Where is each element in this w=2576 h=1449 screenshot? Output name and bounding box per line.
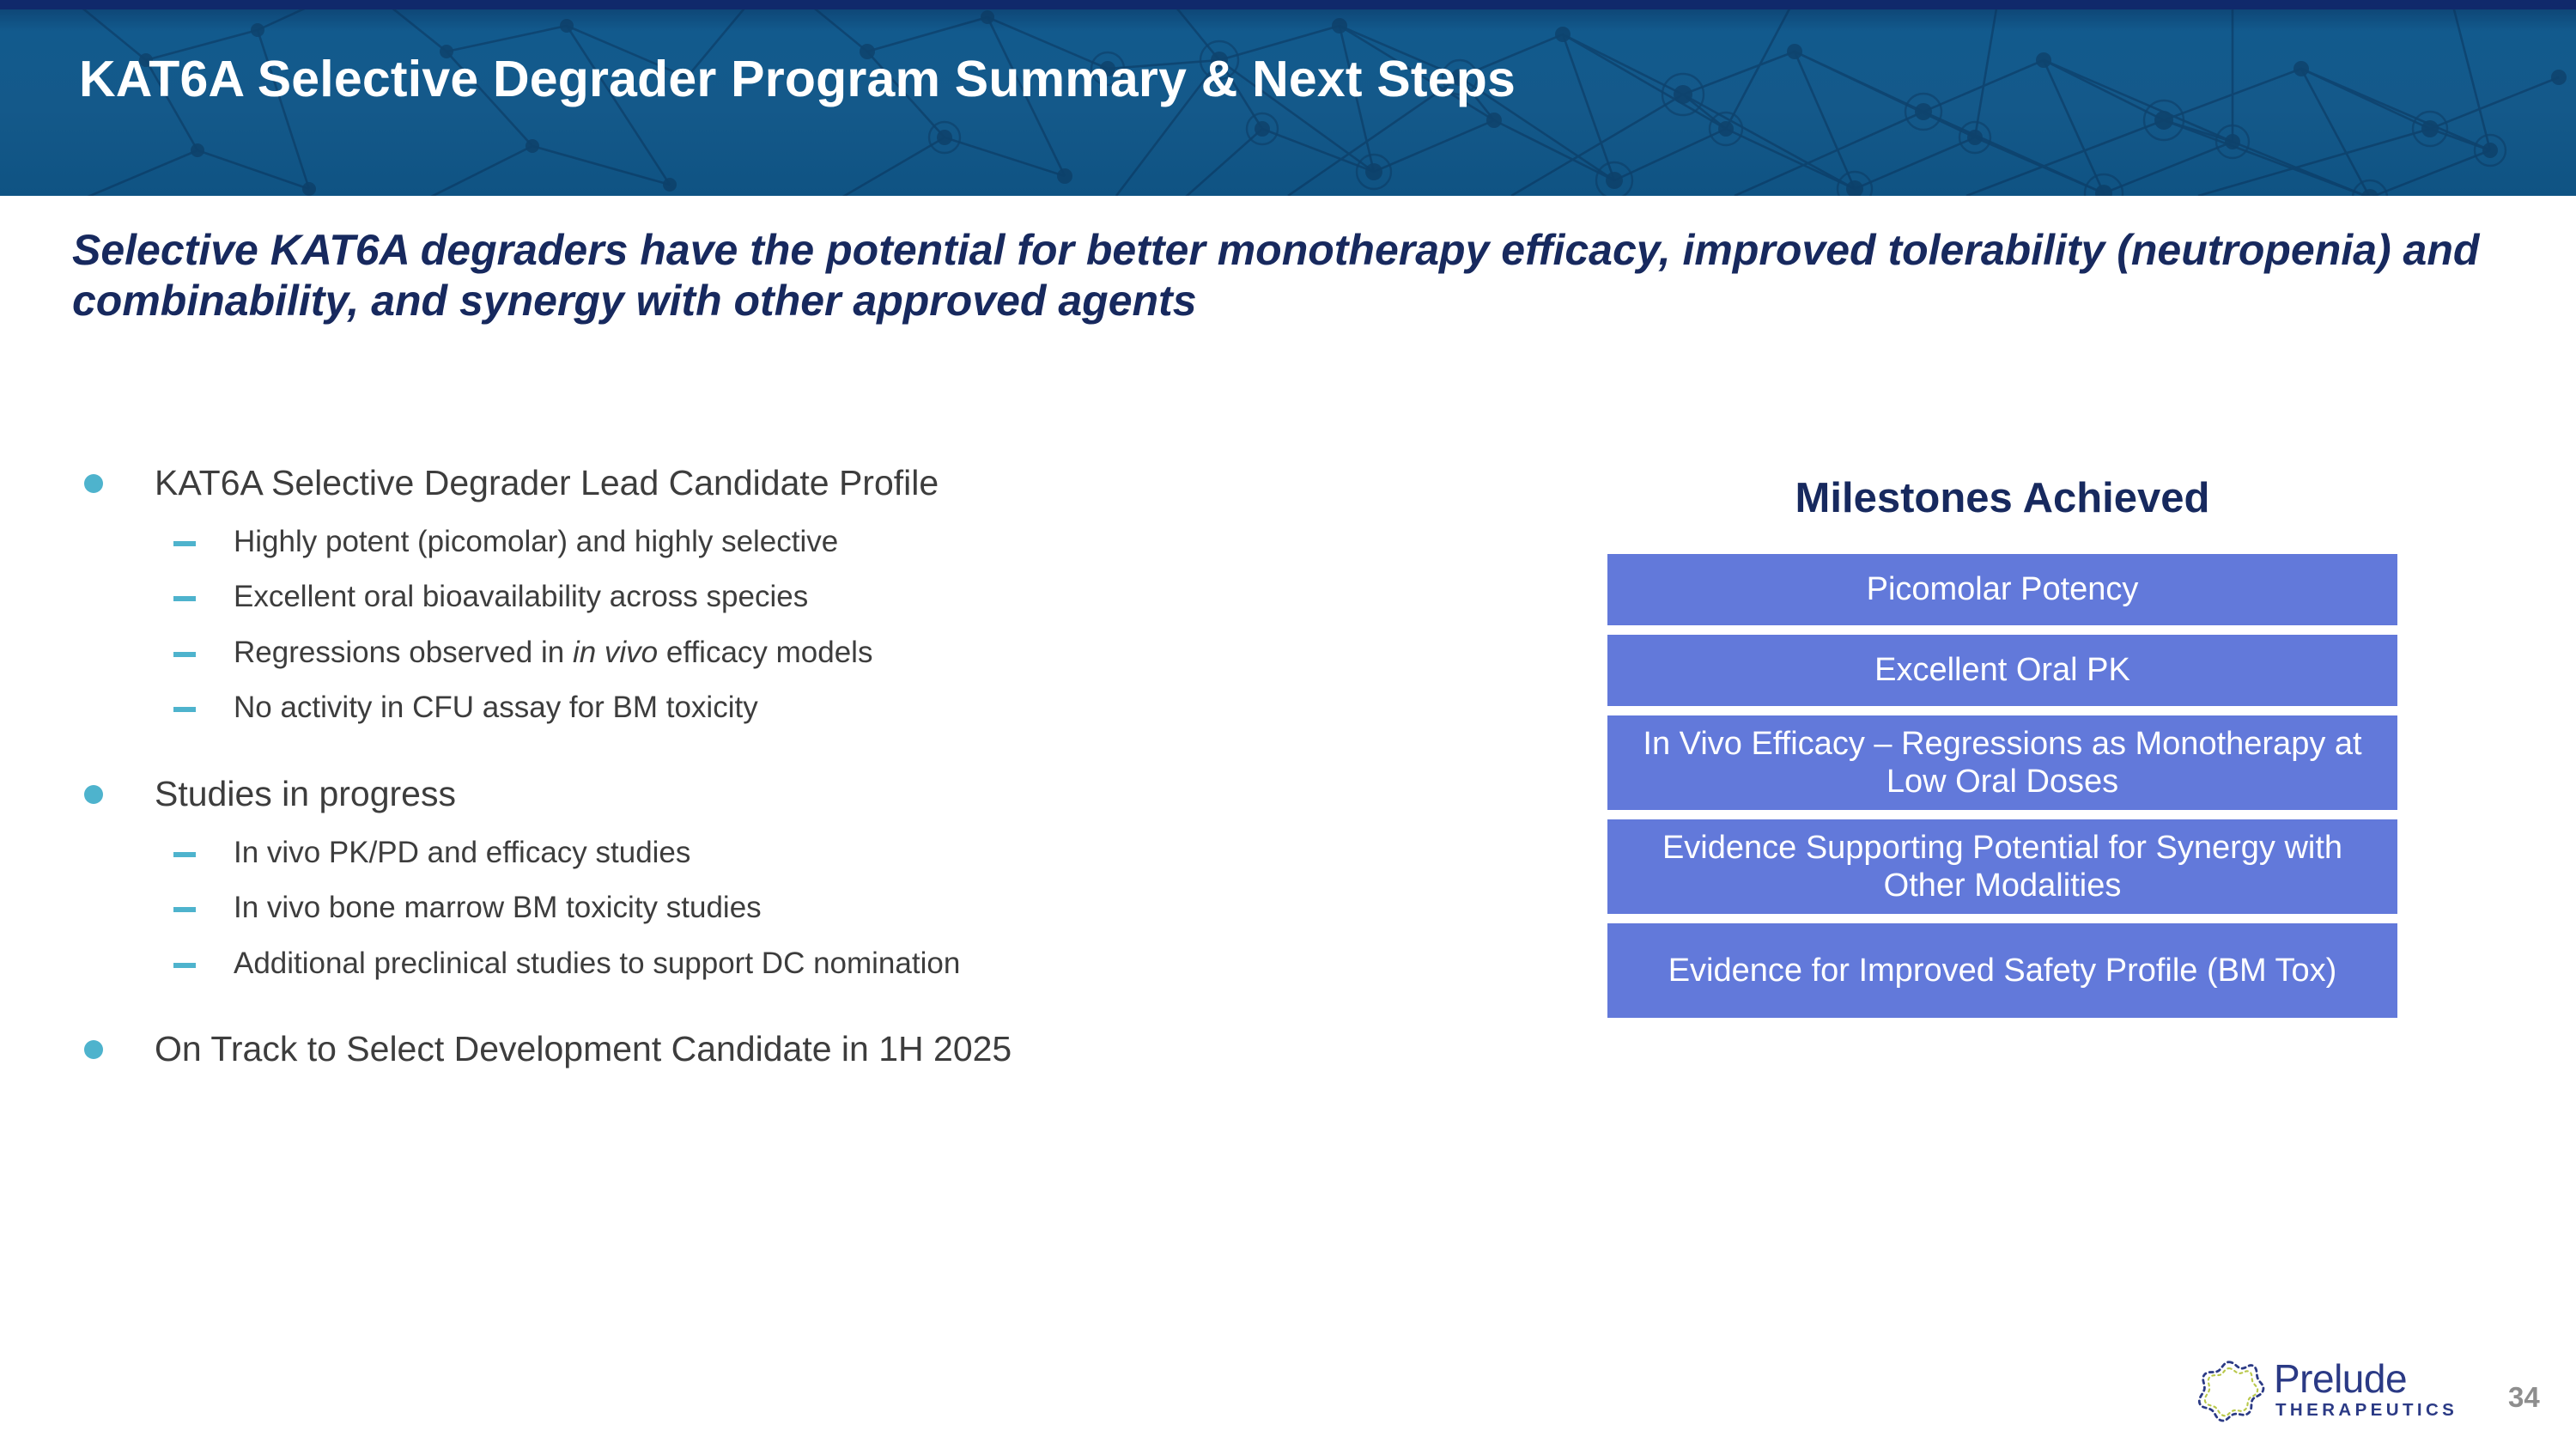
bullet-level1 bbox=[72, 1030, 1532, 1069]
bullet-level1-label: On Track to Select Development Candidate in 1H 2025 bbox=[155, 1029, 1012, 1069]
logo-wordmark: Prelude bbox=[2274, 1356, 2408, 1401]
header-top-strip bbox=[0, 0, 2576, 9]
milestones-list bbox=[1607, 554, 2397, 1027]
bullet-level2-label: Excellent oral bioavailability across species bbox=[234, 580, 809, 614]
bullet-group-spacer bbox=[72, 725, 1532, 775]
slide-header-band bbox=[0, 0, 2576, 196]
bullet-level2 bbox=[72, 526, 1532, 559]
page-number: 34 bbox=[2508, 1381, 2540, 1413]
bullet-group bbox=[72, 1030, 1532, 1069]
milestone-box bbox=[1607, 554, 2397, 625]
bullet-level2-label: In vivo bone marrow BM toxicity studies bbox=[234, 891, 762, 925]
bullet-level1-label: KAT6A Selective Degrader Lead Candidate Profile bbox=[155, 463, 939, 502]
bullet-dash-icon bbox=[173, 852, 196, 857]
bullet-dot-icon bbox=[84, 1040, 103, 1059]
bullet-dash-icon bbox=[173, 596, 196, 601]
page-title: KAT6A Selective Degrader Program Summary & Next Steps bbox=[79, 51, 1516, 107]
bullet-level2-label: In vivo PK/PD and efficacy studies bbox=[234, 835, 691, 869]
milestone-box bbox=[1607, 819, 2397, 914]
milestone-box bbox=[1607, 715, 2397, 810]
bullet-level2-label: Additional preclinical studies to support DC nomination bbox=[234, 946, 961, 980]
bullet-content-column bbox=[72, 464, 1532, 1085]
prelude-therapeutics-logo bbox=[2191, 1355, 2475, 1429]
slide-subtitle: Selective KAT6A degraders have the potential for better monotherapy efficacy, improved tolerability (neutropenia) and combinability, and synergy with other approved agents bbox=[72, 226, 2480, 325]
bullet-level1-label: Studies in progress bbox=[155, 773, 456, 813]
bullet-dot-icon bbox=[84, 474, 103, 493]
milestone-label: Picomolar Potency bbox=[1866, 571, 2139, 608]
bullet-dash-icon bbox=[173, 707, 196, 712]
milestone-label: Evidence Supporting Potential for Synergy with Other Modalities bbox=[1662, 829, 2343, 904]
bullet-group-spacer bbox=[72, 980, 1532, 1030]
bullet-level1 bbox=[72, 464, 1532, 503]
bullet-dash-icon bbox=[173, 541, 196, 546]
milestone-box bbox=[1607, 635, 2397, 706]
bullet-dash-icon bbox=[173, 652, 196, 657]
bullet-group bbox=[72, 775, 1532, 980]
bullet-dash-icon bbox=[173, 907, 196, 912]
bullet-level2 bbox=[72, 691, 1532, 725]
bullet-level2-label-post: efficacy models bbox=[658, 635, 873, 669]
milestones-heading: Milestones Achieved bbox=[1795, 475, 2210, 521]
bullet-dot-icon bbox=[84, 785, 103, 804]
milestone-label: Evidence for Improved Safety Profile (BM Tox) bbox=[1668, 952, 2337, 989]
milestone-label: In Vivo Efficacy – Regressions as Monotherapy at Low Oral Doses bbox=[1643, 725, 2362, 800]
bullet-level2-label-pre: Regressions observed in bbox=[234, 635, 573, 669]
bullet-level2 bbox=[72, 837, 1532, 870]
bullet-level2 bbox=[72, 636, 1532, 670]
bullet-level2 bbox=[72, 947, 1532, 981]
logo-subtitle: THERAPEUTICS bbox=[2275, 1400, 2458, 1420]
bullet-level2-label-italic: in vivo bbox=[572, 635, 659, 669]
milestone-box bbox=[1607, 923, 2397, 1018]
bullet-group bbox=[72, 464, 1532, 725]
prelude-starburst-icon bbox=[2191, 1357, 2267, 1428]
bullet-level2 bbox=[72, 581, 1532, 614]
bullet-level1 bbox=[72, 775, 1532, 814]
milestone-label: Excellent Oral PK bbox=[1874, 652, 2130, 689]
bullet-level2-label: Highly potent (picomolar) and highly selective bbox=[234, 524, 839, 558]
bullet-level2-label: No activity in CFU assay for BM toxicity bbox=[234, 691, 758, 725]
bullet-dash-icon bbox=[173, 963, 196, 968]
bullet-level2 bbox=[72, 892, 1532, 925]
